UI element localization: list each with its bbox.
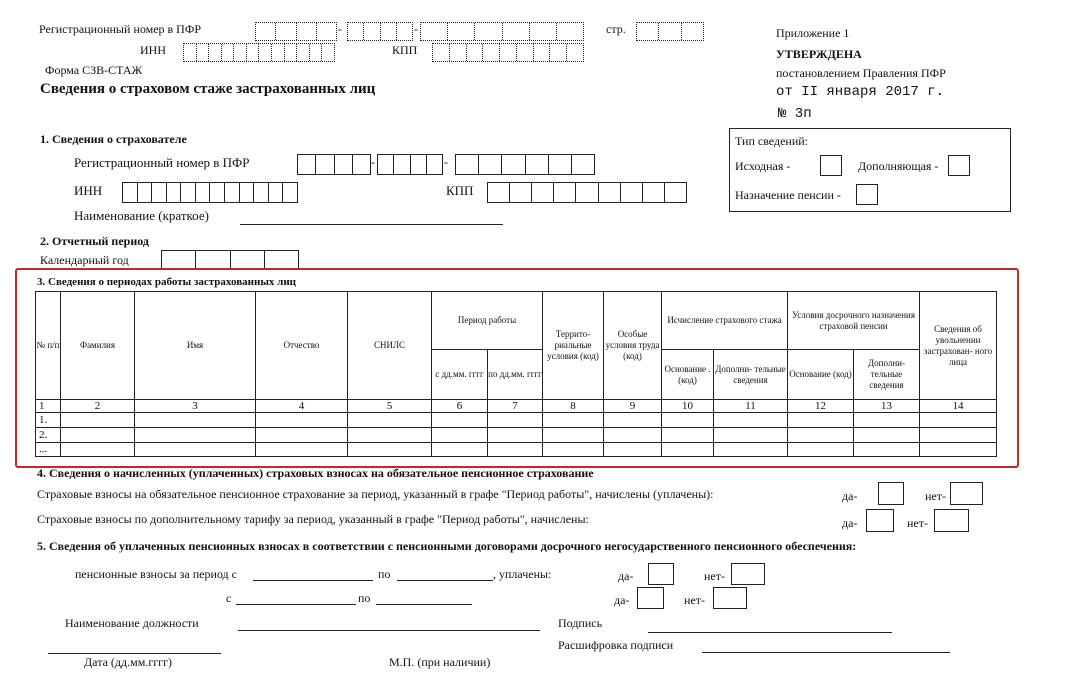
footer-signature-field[interactable]: [648, 632, 892, 633]
column-number: 2: [61, 400, 135, 413]
approval-resolution: постановлением Правления ПФР: [776, 66, 946, 80]
section1-reg-label: Регистрационный номер в ПФР: [74, 155, 250, 170]
col-work-period-header: Период работы: [432, 292, 543, 350]
info-type-pension-label: Назначение пенсии -: [735, 188, 841, 202]
header-inn-label: ИНН: [140, 43, 166, 57]
column-number: 8: [543, 400, 604, 413]
info-type-heading: Тип сведений:: [735, 134, 808, 148]
header-reg-boxes-1[interactable]: [255, 22, 337, 41]
section4-line1-yes-label: да-: [842, 489, 858, 503]
col-early-basis-header: Основание (код): [788, 350, 854, 400]
section5-line2-yes-label: да-: [614, 593, 630, 607]
section2-heading: 2. Отчетный период: [40, 234, 149, 248]
section5-line1-to-field[interactable]: [397, 580, 493, 581]
section5-line1-no-checkbox[interactable]: [731, 563, 765, 585]
col-early-header: Условия досрочного назначения страховой пенсии: [788, 292, 920, 350]
row-number: 2.: [36, 428, 61, 443]
section4-line2-yes-label: да-: [842, 516, 858, 530]
section5-line1-yes-checkbox[interactable]: [648, 563, 674, 585]
section1-inn-label: ИНН: [74, 183, 103, 198]
header-reg-label: Регистрационный номер в ПФР: [39, 22, 201, 36]
header-reg-boxes-3[interactable]: [420, 22, 584, 41]
section5-paid-label: , уплачены:: [493, 567, 552, 581]
section2-year-label: Календарный год: [40, 253, 129, 267]
column-number: 3: [135, 400, 256, 413]
section1-reg-boxes-2[interactable]: [377, 154, 443, 175]
section1-name-line[interactable]: [240, 224, 503, 225]
footer-decoding-field[interactable]: [702, 652, 950, 653]
footer-date-field[interactable]: [48, 653, 221, 654]
column-number: 1: [36, 400, 61, 413]
column-number: 4: [256, 400, 348, 413]
approval-approved: УТВЕРЖДЕНА: [776, 47, 862, 61]
section4-heading: 4. Сведения о начисленных (уплаченных) страховых взносах на обязательное пенсионное страхование: [37, 466, 594, 480]
section5-line2-from-label: с: [226, 591, 232, 605]
section5-heading: 5. Сведения об уплаченных пенсионных взносах в соответствии с пенсионными договорами досрочного негосударственного пенсионного обеспечения:: [37, 539, 857, 553]
section5-line2-no-label: нет-: [684, 593, 705, 607]
column-number: 7: [488, 400, 543, 413]
column-number: 5: [348, 400, 432, 413]
column-number: 14: [920, 400, 997, 413]
section5-line2-from-field[interactable]: [236, 604, 356, 605]
page-title: Сведения о страховом стаже застрахованных лиц: [40, 81, 376, 97]
header-kpp-label: КПП: [392, 43, 418, 57]
col-early-extra-header: Дополни- тельные сведения: [854, 350, 920, 400]
col-name-header: Имя: [135, 292, 256, 400]
section4-line2-no-label: нет-: [907, 516, 928, 530]
footer-position-field[interactable]: [238, 630, 540, 631]
section4-line1: Страховые взносы на обязательное пенсионное страхование за период, указанный в графе "Период работы", начислены (уплачены):: [37, 487, 714, 501]
section1-kpp-boxes[interactable]: [487, 182, 687, 203]
header-kpp-boxes[interactable]: [432, 43, 584, 62]
col-dismissal-header: Сведения об увольнении застрахован- ного лица: [920, 292, 997, 400]
col-num-header: № п/п: [36, 292, 61, 400]
col-snils-header: СНИЛС: [348, 292, 432, 400]
section1-kpp-label: КПП: [446, 183, 474, 198]
header-reg-boxes-2[interactable]: [347, 22, 413, 41]
section4-line2: Страховые взносы по дополнительному тарифу за период, указанный в графе "Период работы", начислены:: [37, 512, 589, 526]
info-type-pension-checkbox[interactable]: [856, 184, 878, 205]
section5-line2-yes-checkbox[interactable]: [637, 587, 664, 609]
footer-decoding-label: Расшифровка подписи: [558, 638, 674, 652]
footer-stamp-label: М.П. (при наличии): [389, 655, 491, 669]
section5-line1-from-field[interactable]: [253, 580, 373, 581]
section5-line2-no-checkbox[interactable]: [713, 587, 747, 609]
approval-appendix: Приложение 1: [776, 26, 850, 40]
col-calc-basis-header: Основание . (код): [662, 350, 714, 400]
approval-number: № 3п: [778, 106, 812, 122]
section1-name-label: Наименование (краткое): [74, 208, 209, 223]
header-page-boxes[interactable]: [636, 22, 704, 41]
section4-line2-no-checkbox[interactable]: [934, 509, 969, 532]
info-type-supplementary-label: Дополняющая -: [858, 159, 939, 173]
form-name: Форма СЗВ-СТАЖ: [45, 63, 143, 77]
column-number: 13: [854, 400, 920, 413]
col-calc-extra-header: Дополни- тельные сведения: [714, 350, 788, 400]
section5-line1-to-label: по: [378, 567, 391, 581]
section1-reg-boxes-3[interactable]: [455, 154, 595, 175]
section3-highlight-frame: [15, 268, 1019, 468]
col-to-header: по дд.мм. гггг: [488, 350, 543, 400]
approval-date: от II января 2017 г.: [776, 84, 945, 100]
section5-line1-no-label: нет-: [704, 569, 725, 583]
info-type-supplementary-checkbox[interactable]: [948, 155, 970, 176]
section5-line2-to-label: по: [358, 591, 371, 605]
footer-signature-label: Подпись: [558, 616, 603, 630]
footer-position-label: Наименование должности: [65, 616, 199, 630]
section5-line2-to-field[interactable]: [376, 604, 472, 605]
section3-heading: 3. Сведения о периодах работы застрахованных лиц: [37, 276, 297, 288]
section5-line1-yes-label: да-: [618, 569, 634, 583]
section1-reg-boxes-1[interactable]: [297, 154, 371, 175]
section4-line1-no-label: нет-: [925, 489, 946, 503]
column-number: 6: [432, 400, 488, 413]
header-page-label: стр.: [606, 22, 626, 36]
column-number: 10: [662, 400, 714, 413]
column-number: 9: [604, 400, 662, 413]
section4-line1-no-checkbox[interactable]: [950, 482, 983, 505]
col-territorial-header: Террито- риальные условия (код): [543, 292, 604, 400]
section2-year-boxes[interactable]: [161, 250, 299, 270]
section1-heading: 1. Сведения о страхователе: [40, 132, 187, 146]
col-surname-header: Фамилия: [61, 292, 135, 400]
column-number: 12: [788, 400, 854, 413]
col-patronymic-header: Отчество: [256, 292, 348, 400]
footer-date-label: Дата (дд.мм.гггг): [84, 655, 172, 669]
col-calc-header: Исчисление страхового стажа: [662, 292, 788, 350]
col-special-header: Особые условия труда (код): [604, 292, 662, 400]
header-inn-boxes[interactable]: [183, 43, 335, 62]
row-number: ...: [36, 443, 61, 457]
row-number: 1.: [36, 413, 61, 428]
section1-inn-boxes[interactable]: [122, 182, 298, 203]
section5-line1-prefix: пенсионные взносы за период с: [75, 567, 237, 581]
col-from-header: с дд.мм. гггг: [432, 350, 488, 400]
section4-line1-yes-checkbox[interactable]: [878, 482, 904, 505]
section4-line2-yes-checkbox[interactable]: [866, 509, 894, 532]
column-number: 11: [714, 400, 788, 413]
info-type-initial-label: Исходная -: [735, 159, 791, 173]
info-type-initial-checkbox[interactable]: [820, 155, 842, 176]
